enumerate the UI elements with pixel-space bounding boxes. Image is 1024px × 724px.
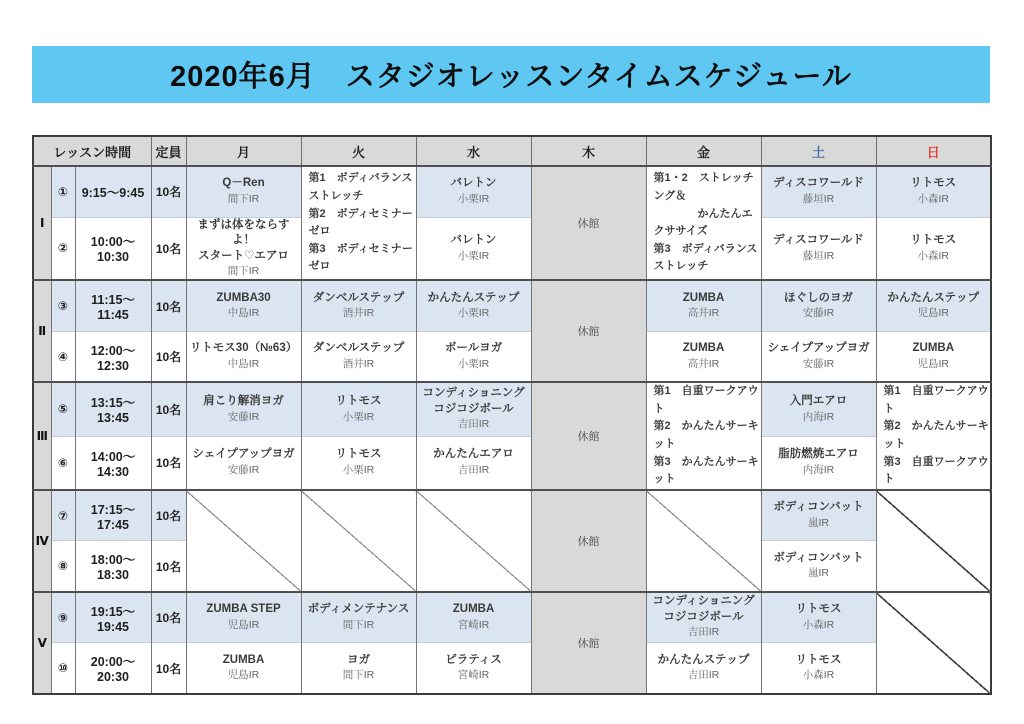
cell-fri-10: かんたんステップ 吉田IR [646,643,761,694]
slot-number: ④ [51,331,75,382]
page-title: 2020年6月 スタジオレッスンタイムスケジュール [170,61,852,93]
group-label-1: Ⅰ [33,166,51,280]
slot-capacity: 10名 [151,541,186,592]
cell-sun-3: かんたんステップ 児島IR [876,280,991,331]
day-header-mon: 月 [186,136,301,166]
cell-fri-group4-empty [646,490,761,592]
cell-sun-1: リトモス 小森IR [876,166,991,217]
cell-sat-8: ボディコンバット 嵐IR [761,541,876,592]
cell-wed-9: ZUMBA 宮崎IR [416,592,531,643]
cell-sun-group3: 第1 自重ワークアウト 第2 かんたんサーキット 第3 自重ワークアウト [876,382,991,490]
slot-capacity: 10名 [151,280,186,331]
cell-thu-group5-closed: 休館 [531,592,646,694]
slot-number: ⑥ [51,436,75,490]
cell-sat-5: 入門エアロ 内海IR [761,382,876,436]
day-header-wed: 水 [416,136,531,166]
cell-tue-6: リトモス 小栗IR [301,436,416,490]
slot-number: ⑤ [51,382,75,436]
cell-sat-4: シェイプアップヨガ 安藤IR [761,331,876,382]
cell-sat-7: ボディコンバット 嵐IR [761,490,876,541]
cell-thu-group4-closed: 休館 [531,490,646,592]
cell-tue-9: ボディメンテナンス 間下IR [301,592,416,643]
slot-row-2 [33,217,991,280]
slot-number: ⑨ [51,592,75,643]
slot-time: 18:00～18:30 [75,541,151,592]
cell-mon-1: Q－Ren 間下IR [186,166,301,217]
cell-mon-4: リトモス30（№63） 中島IR [186,331,301,382]
slot-time: 9:15～9:45 [75,166,151,217]
slot-time: 11:15～11:45 [75,280,151,331]
header-row [33,136,991,166]
slot-row-5 [33,382,991,436]
cell-sat-10: リトモス 小森IR [761,643,876,694]
cell-sat-6: 脂肪燃焼エアロ 内海IR [761,436,876,490]
cell-wed-5: コンディショニング コジコジボール 吉田IR [416,382,531,436]
slot-capacity: 10名 [151,331,186,382]
day-header-tue: 火 [301,136,416,166]
slot-time: 12:00～12:30 [75,331,151,382]
slot-number: ⑧ [51,541,75,592]
cell-mon-3: ZUMBA30 中島IR [186,280,301,331]
group-label-2: Ⅱ [33,280,51,382]
slot-time: 20:00～20:30 [75,643,151,694]
cell-wed-10: ピラティス 宮崎IR [416,643,531,694]
cell-mon-10: ZUMBA 児島IR [186,643,301,694]
header-lesson-time: レッスン時間 [33,136,151,166]
cell-tue-10: ヨガ 間下IR [301,643,416,694]
cell-thu-group3-closed: 休館 [531,382,646,490]
slot-number: ③ [51,280,75,331]
slot-time: 19:15～19:45 [75,592,151,643]
slot-row-4 [33,331,991,382]
slot-number: ① [51,166,75,217]
slot-time: 10:00～10:30 [75,217,151,280]
slot-time: 14:00～14:30 [75,436,151,490]
cell-wed-1: バレトン 小栗IR [416,166,531,217]
slot-row-6 [33,436,991,490]
cell-tue-3: ダンベルステップ 酒井IR [301,280,416,331]
cell-wed-2: バレトン 小栗IR [416,217,531,280]
day-header-sun: 日 [876,136,991,166]
day-header-fri: 金 [646,136,761,166]
slot-row-9 [33,592,991,643]
cell-mon-2: まずは体をならすよ！ スタート♡エアロ 間下IR [186,217,301,280]
slot-time: 13:15～13:45 [75,382,151,436]
slot-capacity: 10名 [151,592,186,643]
group-label-4: Ⅳ [33,490,51,592]
cell-tue-group1: 第1 ボディバランスストレッチ 第2 ボディセミナーゼロ 第3 ボディセミナーゼロ [301,166,416,280]
slot-capacity: 10名 [151,436,186,490]
cell-fri-group1: 第1・2 ストレッチング＆ かんたんエクササイズ 第3 ボディバランスストレッチ [646,166,761,280]
slot-row-10 [33,643,991,694]
title-band [32,46,990,103]
cell-wed-group4-empty [416,490,531,592]
cell-sun-group4-empty [876,490,991,592]
cell-mon-9: ZUMBA STEP 児島IR [186,592,301,643]
slot-number: ② [51,217,75,280]
slot-time: 17:15～17:45 [75,490,151,541]
cell-sat-9: リトモス 小森IR [761,592,876,643]
cell-wed-4: ボールヨガ 小栗IR [416,331,531,382]
cell-tue-group4-empty [301,490,416,592]
slot-number: ⑩ [51,643,75,694]
cell-tue-4: ダンベルステップ 酒井IR [301,331,416,382]
slot-capacity: 10名 [151,217,186,280]
header-capacity: 定員 [151,136,186,166]
cell-sat-1: ディスコワールド 藤垣IR [761,166,876,217]
group-label-3: Ⅲ [33,382,51,490]
slot-capacity: 10名 [151,166,186,217]
cell-sun-4: ZUMBA 児島IR [876,331,991,382]
slot-row-3 [33,280,991,331]
cell-fri-9: コンディショニング コジコジボール 吉田IR [646,592,761,643]
cell-thu-group2-closed: 休館 [531,280,646,382]
cell-wed-6: かんたんエアロ 吉田IR [416,436,531,490]
slot-row-7 [33,490,991,541]
day-header-sat: 土 [761,136,876,166]
cell-fri-4: ZUMBA 高井IR [646,331,761,382]
cell-wed-3: かんたんステップ 小栗IR [416,280,531,331]
cell-sat-2: ディスコワールド 藤垣IR [761,217,876,280]
cell-mon-group4-empty [186,490,301,592]
cell-fri-3: ZUMBA 高井IR [646,280,761,331]
slot-capacity: 10名 [151,490,186,541]
cell-sun-2: リトモス 小森IR [876,217,991,280]
slot-row-1 [33,166,991,217]
cell-sun-group5-empty [876,592,991,694]
cell-thu-group1-closed: 休館 [531,166,646,280]
slot-capacity: 10名 [151,643,186,694]
cell-mon-5: 肩こり解消ヨガ 安藤IR [186,382,301,436]
cell-fri-group3: 第1 自重ワークアウト 第2 かんたんサーキット 第3 かんたんサーキット [646,382,761,490]
slot-capacity: 10名 [151,382,186,436]
schedule-table [32,135,992,695]
cell-sat-3: ほぐしのヨガ 安藤IR [761,280,876,331]
cell-mon-6: シェイプアップヨガ 安藤IR [186,436,301,490]
cell-tue-5: リトモス 小栗IR [301,382,416,436]
group-label-5: Ⅴ [33,592,51,694]
slot-number: ⑦ [51,490,75,541]
day-header-thu: 木 [531,136,646,166]
